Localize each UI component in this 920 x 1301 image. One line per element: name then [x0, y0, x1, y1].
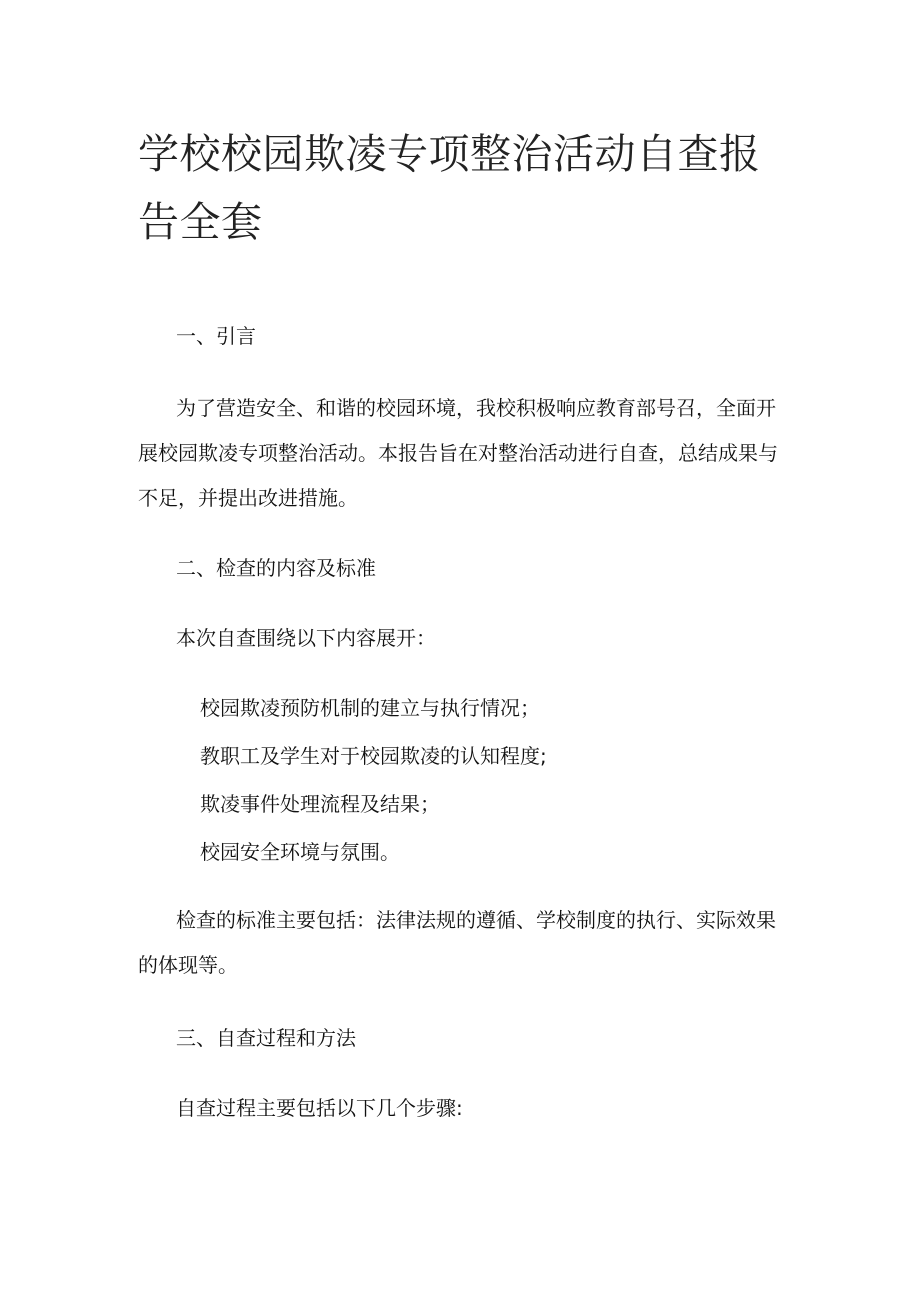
- section-1-body: [138, 386, 790, 521]
- paragraph: 检查的标准主要包括：法律法规的遵循、学校制度的执行、实际效果的体现等。: [138, 908, 776, 977]
- list-item: 欺凌事件处理流程及结果；: [200, 792, 440, 816]
- section-1: [138, 316, 790, 356]
- paragraph: 为了营造安全、和谐的校园环境，我校积极响应教育部号召，全面开展校园欺凌专项整治活动。本报告旨在对整治活动进行自查，总结成果与不足，并提出改进措施。: [138, 396, 778, 510]
- section-heading: 二、检查的内容及标准: [176, 556, 376, 580]
- document-body: [138, 316, 790, 1128]
- document-title: 学校校园欺凌专项整治活动自查报告全套: [138, 130, 761, 246]
- section-2-closing: [138, 898, 790, 990]
- section-intro: 自查过程主要包括以下几个步骤:: [176, 1096, 463, 1120]
- checklist: [138, 688, 790, 880]
- list-item: 教职工及学生对于校园欺凌的认知程度;: [200, 744, 547, 768]
- section-2: [138, 548, 790, 588]
- list-item: 校园欺凌预防机制的建立与执行情况；: [200, 696, 540, 720]
- section-intro: 本次自查围绕以下内容展开：: [176, 626, 436, 650]
- section-heading: 三、自查过程和方法: [176, 1026, 356, 1050]
- section-3: [138, 1018, 790, 1058]
- list-item: 校园安全环境与氛围。: [200, 840, 400, 864]
- section-heading: 一、引言: [176, 324, 256, 348]
